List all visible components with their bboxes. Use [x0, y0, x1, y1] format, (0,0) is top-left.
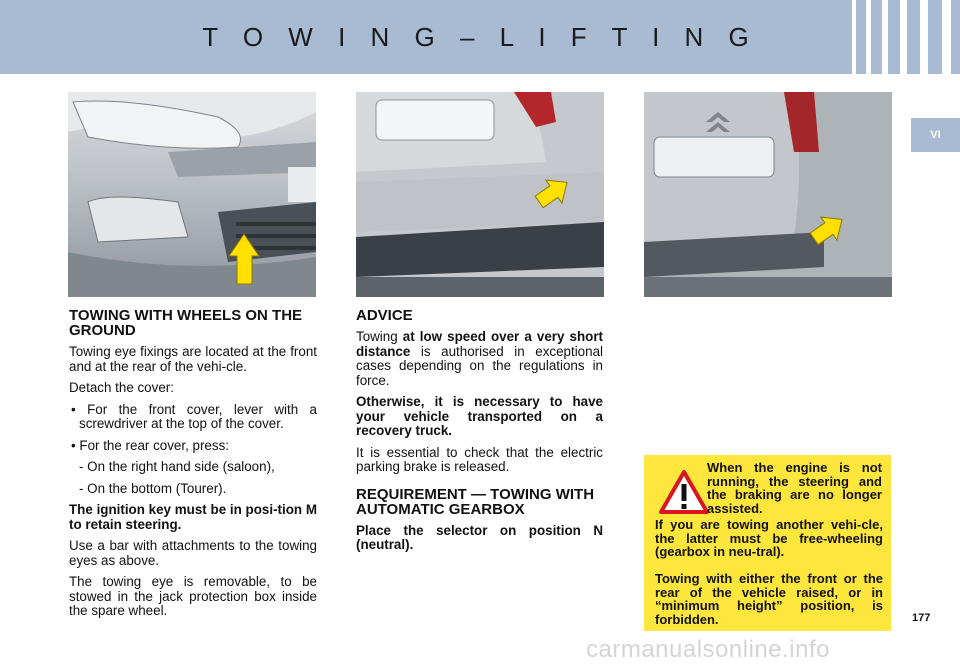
front-towing-eye-photo	[68, 92, 316, 297]
rear-tourer-towing-eye-photo	[644, 92, 892, 297]
paragraph: It is essential to check that the electric parking brake is released.	[356, 444, 603, 474]
chapter-tab[interactable]: VI	[911, 118, 960, 152]
section-heading: TOWING WITH WHEELS ON THE GROUND	[69, 307, 303, 339]
paragraph: Towing eye fixings are located at the front and at the rear of the vehi-cle.	[69, 344, 317, 374]
warning-icon	[658, 469, 710, 520]
page-title: T O W I N G – L I F T I N G	[202, 22, 758, 52]
text-run: is authorised in exceptional cases depending on the regulations in force.	[356, 343, 603, 388]
paragraph	[356, 330, 603, 388]
paragraph: The ignition key must be in posi-tion M to retain steering.	[69, 502, 317, 532]
paragraph: Otherwise, it is necessary to have your vehicle transported on a recovery truck.	[356, 394, 603, 438]
paragraph: Place the selector on position N (neutral).	[356, 522, 603, 552]
text-run: at low speed over a very short distance	[356, 329, 603, 359]
footer-watermark[interactable]: carmanualsonline.info	[586, 636, 830, 663]
bullet-item: • For the rear cover, press:	[71, 437, 229, 453]
page-number: 177	[912, 612, 931, 624]
paragraph: The towing eye is removable, to be stowed in the jack protection box inside the spare wheel.	[69, 574, 317, 618]
warning-text: If you are towing another vehi-cle, the latter must be free-wheeling (gearbox in neu-tral).	[655, 517, 883, 559]
rear-saloon-towing-eye-photo	[356, 92, 604, 297]
advice-section	[356, 308, 603, 560]
header-band	[0, 0, 960, 74]
sub-item: - On the right hand side (saloon),	[79, 459, 275, 474]
section-heading: ADVICE	[356, 307, 413, 324]
warning-box	[644, 455, 891, 631]
warning-text: Towing with either the front or the rear of the vehicle raised, or in “minimum height” position, is forbidden.	[655, 571, 883, 627]
warning-text: When the engine is not running, the steering and the braking are no longer assisted.	[707, 460, 882, 516]
text-run: Towing	[356, 329, 403, 344]
towing-wheels-section	[69, 308, 317, 626]
sub-item: - On the bottom (Tourer).	[79, 480, 227, 496]
bullet-item: • For the front cover, lever with a screwdriver at the top of the cover.	[71, 401, 317, 431]
paragraph: Use a bar with attachments to the towing eyes as above.	[69, 538, 317, 568]
paragraph: Detach the cover:	[69, 380, 174, 395]
section-heading: REQUIREMENT — TOWING WITH AUTOMATIC GEARBOX	[356, 485, 595, 518]
